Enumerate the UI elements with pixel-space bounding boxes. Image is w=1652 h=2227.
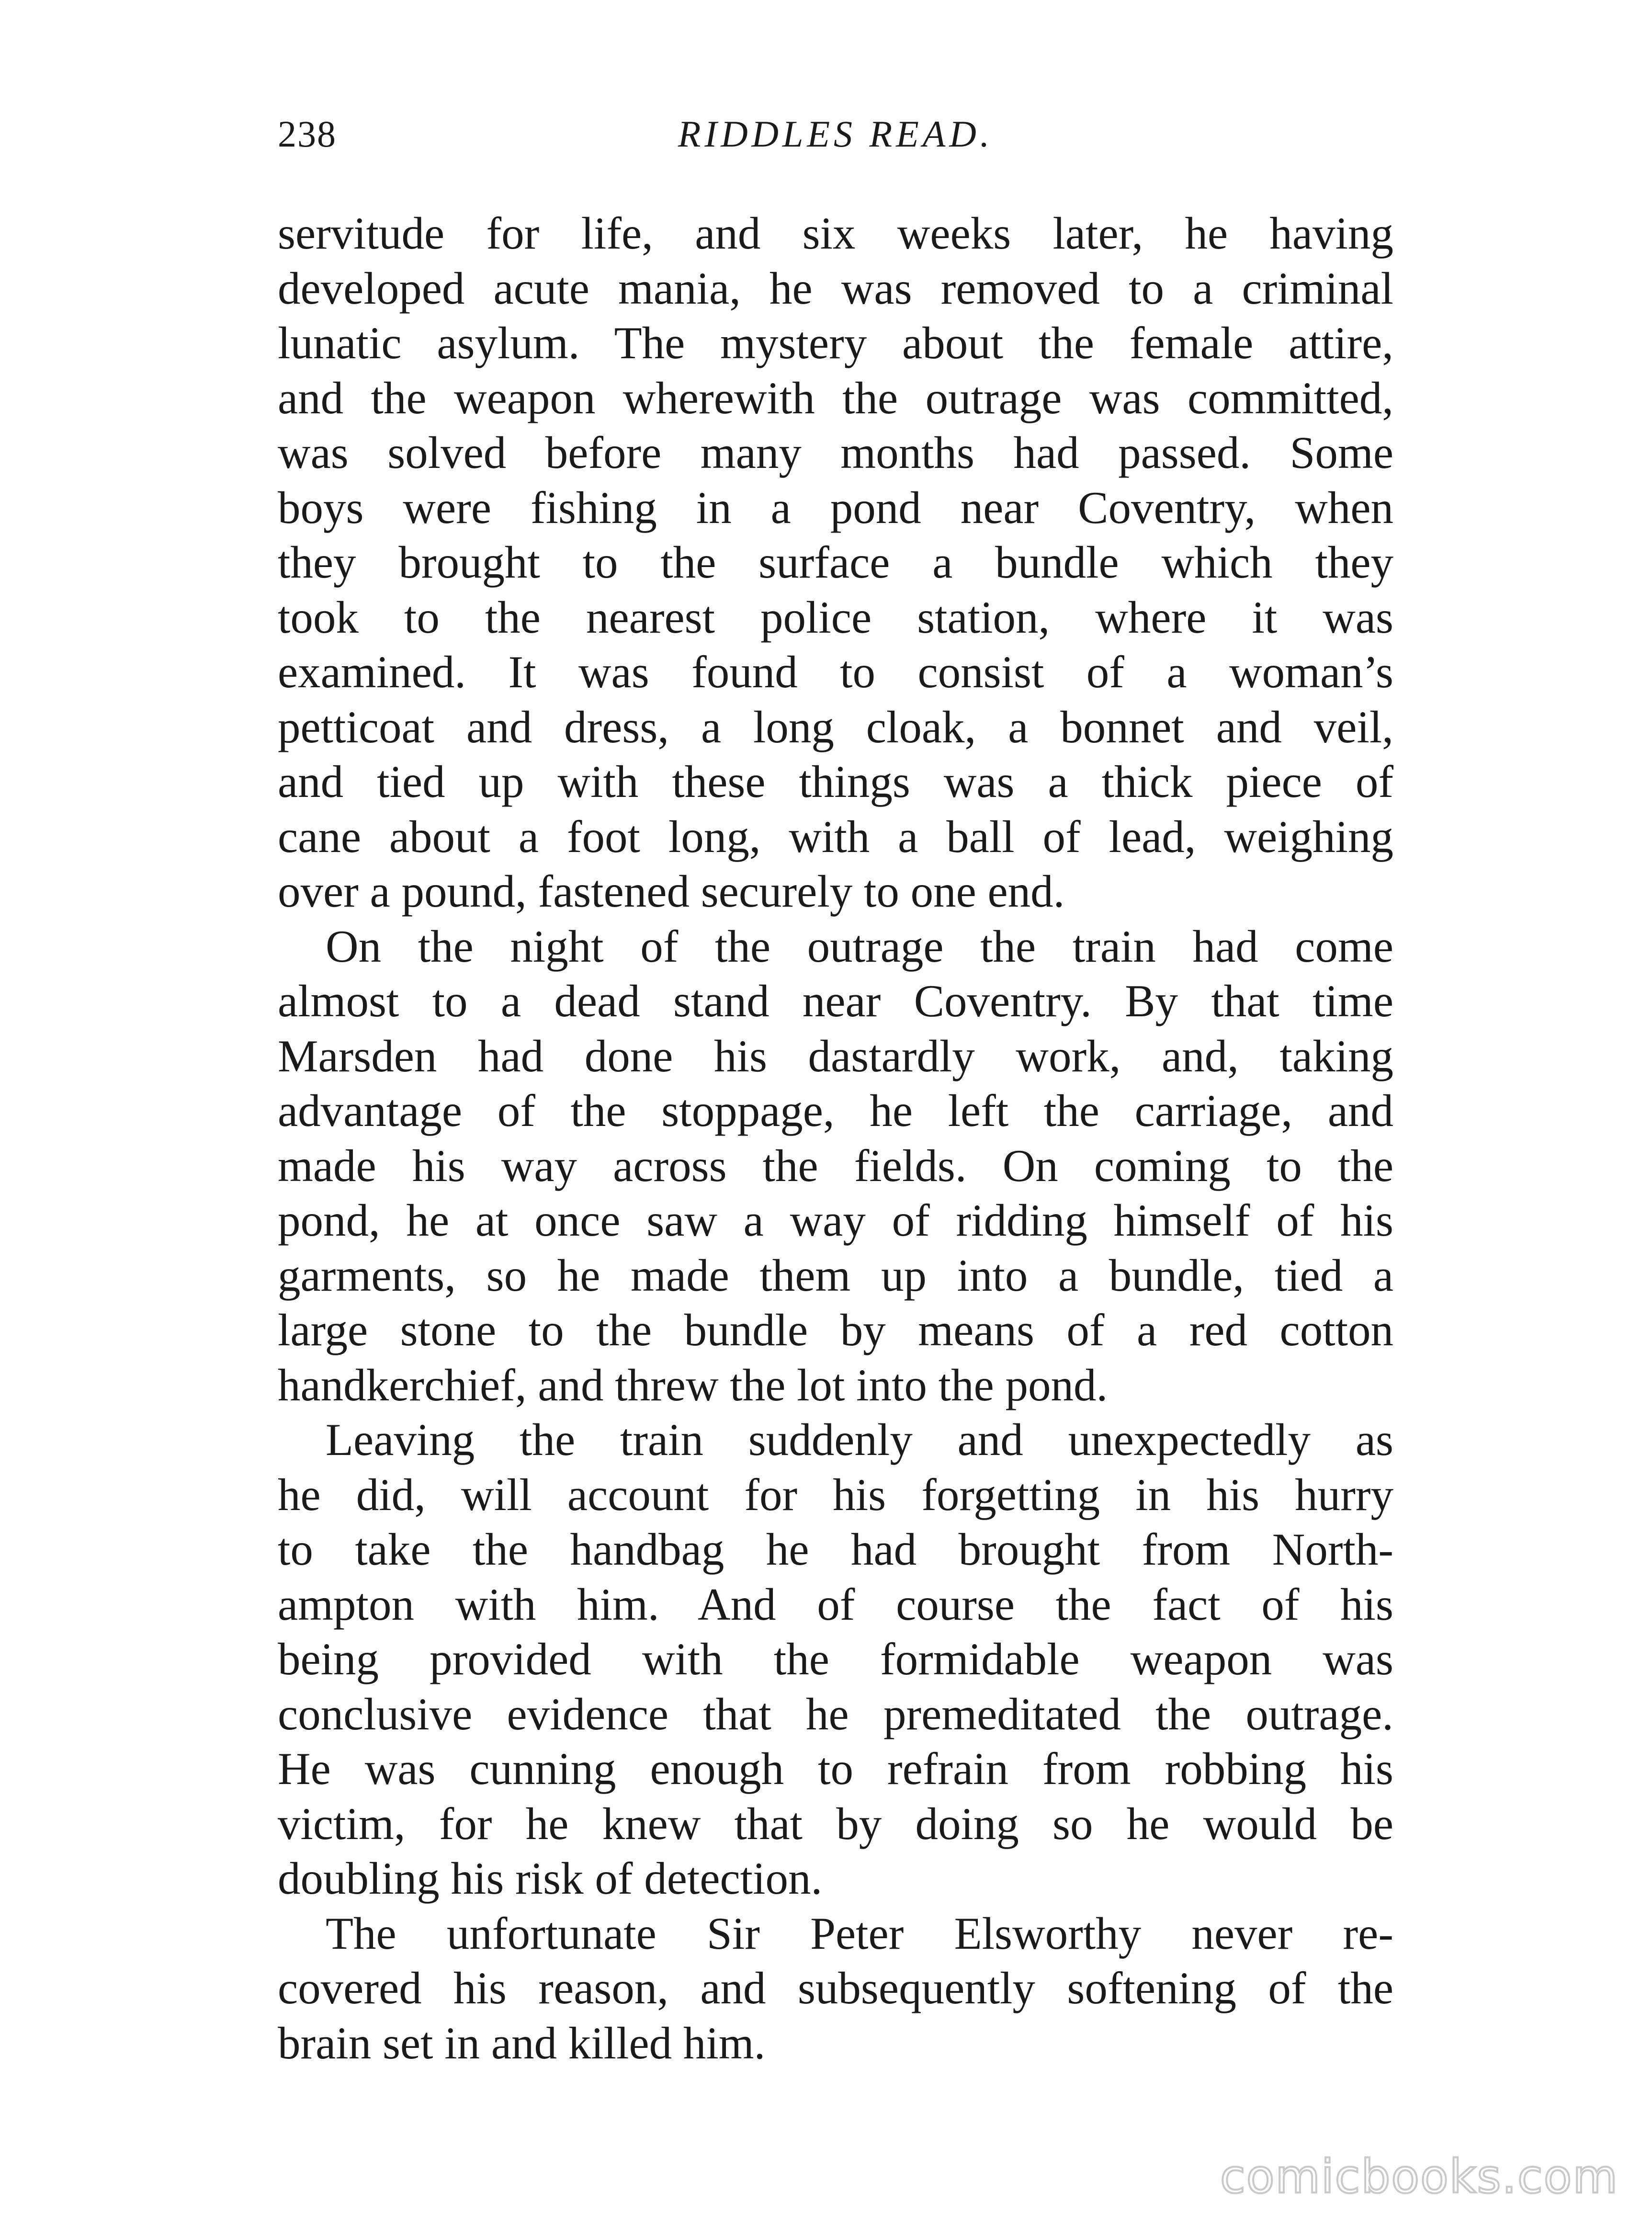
- text-line: examined. It was found to consist of a woman’s: [278, 647, 1393, 697]
- text-line: they brought to the surface a bundle which they: [278, 537, 1393, 588]
- text-line: On the night of the outrage the train had come: [326, 920, 1393, 972]
- text-line: developed acute mania, he was removed to a criminal: [278, 262, 1393, 314]
- paragraph: [278, 206, 1393, 919]
- paragraph: [278, 1412, 1393, 1906]
- text-line: he did, will account for his forgetting in his hurry: [278, 1469, 1393, 1520]
- text-line: was solved before many months had passed. Some: [278, 427, 1393, 478]
- text-line: garments, so he made them up into a bundle, tied a: [278, 1250, 1393, 1301]
- text-line: brain set in and killed him.: [278, 2017, 766, 2068]
- watermark: comicbooks.com: [1220, 2150, 1618, 2204]
- text-line: Leaving the train suddenly and unexpectedly as: [326, 1414, 1393, 1465]
- text-line: cane about a foot long, with a ball of lead, weighing: [278, 811, 1393, 862]
- text-line: handkerchief, and threw the lot into the pond.: [278, 1359, 1108, 1410]
- paragraph: [278, 1906, 1393, 2071]
- text-line: made his way across the fields. On coming to the: [278, 1140, 1393, 1191]
- text-line: and the weapon wherewith the outrage was committed,: [278, 372, 1393, 423]
- text-line: Marsden had done his dastardly work, and, taking: [278, 1030, 1393, 1081]
- text-line: victim, for he knew that by doing so he would be: [278, 1798, 1393, 1849]
- paragraph: [278, 919, 1393, 1413]
- text-line: He was cunning enough to refrain from robbing his: [278, 1743, 1393, 1794]
- text-line: large stone to the bundle by means of a red cotton: [278, 1305, 1393, 1355]
- text-line: being provided with the formidable weapon was: [278, 1634, 1393, 1684]
- text-line: boys were fishing in a pond near Coventry, when: [278, 482, 1393, 533]
- text-line: over a pound, fastened securely to one end.: [278, 866, 1065, 917]
- text-line: conclusive evidence that he premeditated the outrage.: [278, 1688, 1393, 1739]
- text-line: pond, he at once saw a way of ridding himself of his: [278, 1195, 1393, 1246]
- text-line: and tied up with these things was a thick piece of: [278, 756, 1393, 807]
- text-line: covered his reason, and subsequently softening of the: [278, 1963, 1393, 2013]
- body-text: [278, 206, 1393, 2070]
- page-header: [278, 105, 1393, 163]
- text-line: took to the nearest police station, where it was: [278, 591, 1393, 643]
- text-line: doubling his risk of detection.: [278, 1853, 823, 1904]
- text-line: to take the handbag he had brought from North-: [278, 1524, 1393, 1575]
- page-number: 238: [278, 113, 337, 155]
- text-line: servitude for life, and six weeks later, he having: [278, 208, 1393, 259]
- text-line: lunatic asylum. The mystery about the female attire,: [278, 318, 1393, 368]
- text-line: ampton with him. And of course the fact of his: [278, 1579, 1393, 1630]
- text-line: almost to a dead stand near Coventry. By that time: [278, 976, 1393, 1026]
- text-line: The unfortunate Sir Peter Elsworthy never re-: [326, 1908, 1393, 1959]
- text-line: advantage of the stoppage, he left the carriage, and: [278, 1085, 1393, 1136]
- text-line: petticoat and dress, a long cloak, a bonnet and veil,: [278, 701, 1393, 752]
- running-head: RIDDLES READ.: [678, 113, 994, 155]
